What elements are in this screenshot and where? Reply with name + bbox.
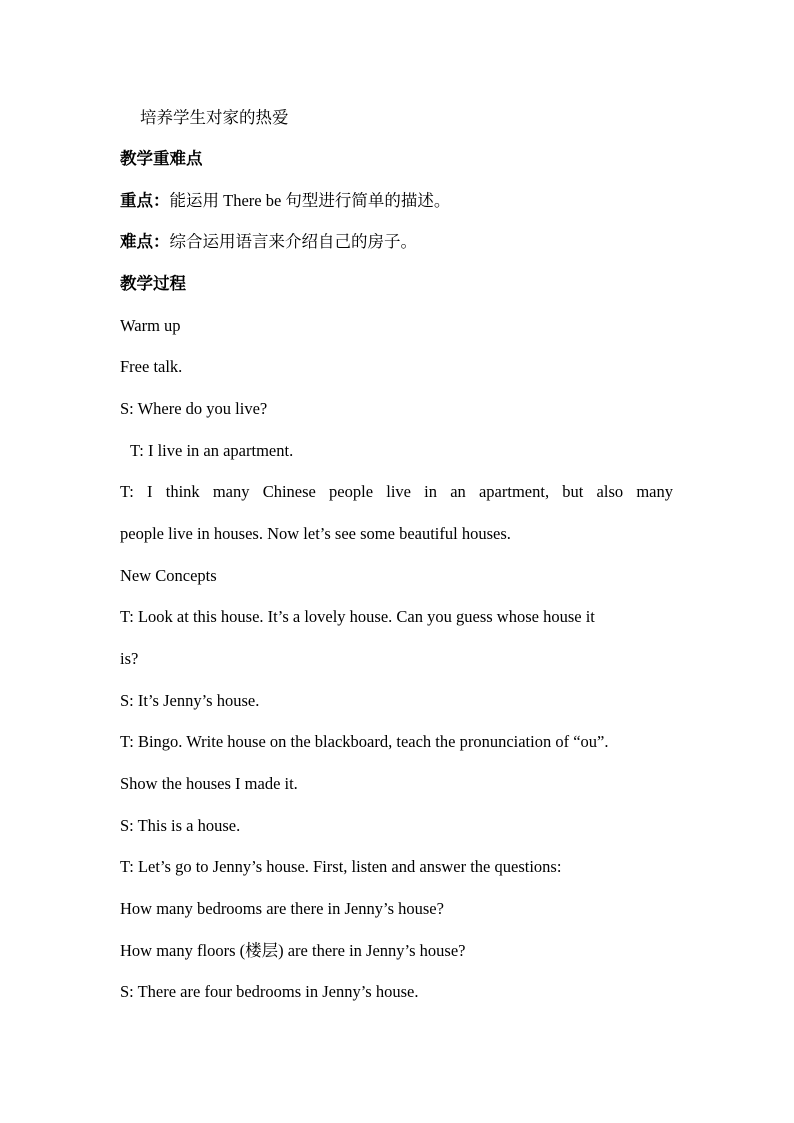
dialogue-line: people live in houses. Now let’s see some beautiful houses.: [120, 524, 511, 543]
heading-key-points: 教学重难点: [120, 149, 203, 168]
dialogue-line: T: I think many Chinese people live in an apartment, but also many: [120, 482, 673, 501]
dialogue-line: S: It’s Jenny’s house.: [120, 691, 260, 710]
key-point-label: 重点：: [120, 191, 170, 210]
instruction-line: Show the houses I made it.: [120, 774, 298, 793]
dialogue-line: S: There are four bedrooms in Jenny’s house.: [120, 982, 419, 1001]
key-point-text: 能运用 There be 句型进行简单的描述。: [169, 191, 451, 210]
key-point-line: [120, 190, 450, 212]
new-concepts-line: New Concepts: [120, 566, 217, 585]
warm-up-line: Warm up: [120, 316, 181, 335]
difficulty-line: [120, 231, 417, 253]
free-talk-line: Free talk.: [120, 357, 183, 376]
objective-line: 培养学生对家的热爱: [140, 108, 289, 127]
dialogue-line: T: I live in an apartment.: [130, 441, 294, 460]
heading-process: 教学过程: [120, 274, 186, 293]
difficulty-text: 综合运用语言来介绍自己的房子。: [169, 232, 417, 251]
question-line: How many bedrooms are there in Jenny’s house?: [120, 899, 444, 918]
question-line: How many floors (楼层) are there in Jenny’s house?: [120, 941, 466, 960]
dialogue-line: S: This is a house.: [120, 816, 241, 835]
dialogue-line: T: Let’s go to Jenny’s house. First, listen and answer the questions:: [120, 857, 562, 876]
dialogue-line: is?: [120, 649, 139, 668]
dialogue-line: T: Look at this house. It’s a lovely house. Can you guess whose house it: [120, 607, 595, 626]
difficulty-label: 难点：: [120, 232, 170, 251]
dialogue-line: T: Bingo. Write house on the blackboard, teach the pronunciation of “ou”.: [120, 732, 609, 751]
dialogue-line: S: Where do you live?: [120, 399, 268, 418]
